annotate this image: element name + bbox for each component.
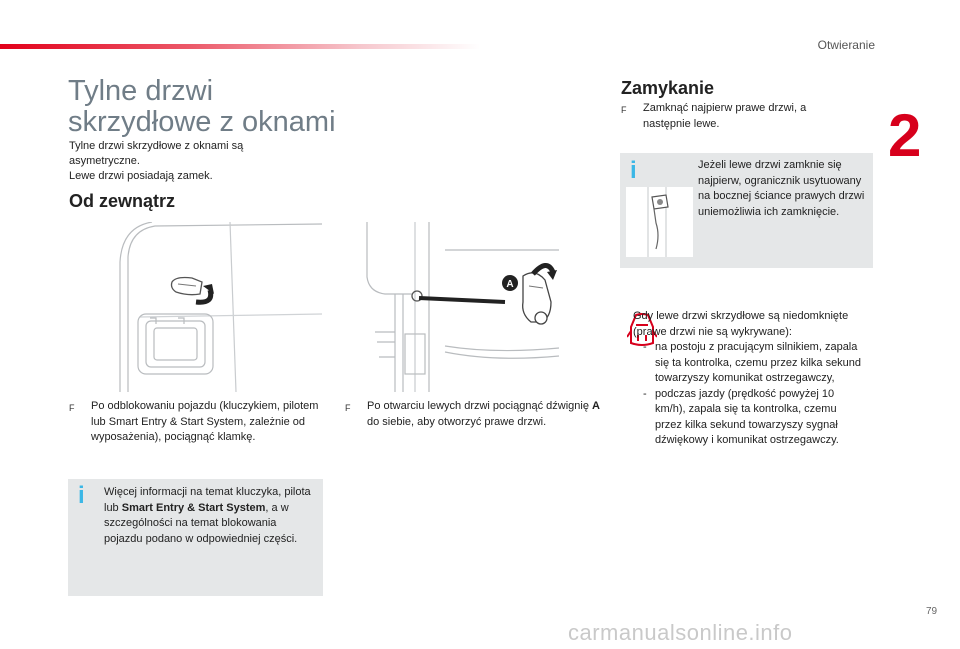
outside-step-2-text-b: do siebie, aby otworzyć prawe drzwi. bbox=[367, 415, 547, 428]
info-key-bold: Smart Entry & Start System bbox=[121, 501, 266, 514]
page-number: 79 bbox=[926, 606, 938, 617]
outside-step-2-bold: A bbox=[592, 400, 600, 412]
section-name: Otwieranie bbox=[817, 38, 875, 52]
info-key-text-a: Więcej informacji na temat kluczyka, pilota lub bbox=[104, 486, 311, 514]
closing-step-1-text: Zamknąć najpierw prawe drzwi, a następnie lewe. bbox=[643, 102, 807, 130]
lever-illustration bbox=[345, 222, 563, 392]
watermark: carmanualsonline.info bbox=[568, 620, 793, 645]
lever-a bbox=[523, 273, 551, 324]
closing-heading: Zamykanie bbox=[621, 78, 715, 98]
outside-step-1-text: Po odblokowaniu pojazdu (kluczykiem, pilotem lub Smart Entry & Start System, zależnie od wyposażenia), pociągnąć klamkę. bbox=[91, 400, 319, 443]
warning-text bbox=[633, 309, 863, 449]
lever-label: A bbox=[506, 279, 514, 290]
info-icon: i bbox=[78, 482, 85, 509]
outside-heading: Od zewnątrz bbox=[69, 191, 176, 211]
page-title-line2: skrzydłowe z oknami bbox=[68, 106, 336, 138]
door-stop-thumbnail bbox=[626, 187, 693, 257]
warning-item: - podczas jazdy (prędkość powyżej 10 km/h), zapala się ta kontrolka, czemu przez kilka sekund towarzyszy sygnał dźwiękowy i komunikat ostrzegawczy. bbox=[633, 387, 863, 449]
bullet-icon: F bbox=[69, 403, 75, 413]
intro-line1: Tylne drzwi skrzydłowe z oknami są asymetryczne. bbox=[69, 140, 244, 167]
bullet-icon: F bbox=[621, 105, 627, 115]
closing-step-1 bbox=[621, 101, 853, 132]
outside-step-1 bbox=[69, 399, 331, 446]
intro-text bbox=[69, 139, 289, 184]
warning-list bbox=[633, 340, 863, 449]
door-handle bbox=[172, 278, 203, 295]
page-title-line1: Tylne drzwi bbox=[68, 75, 214, 107]
intro-line2: Lewe drzwi posiadają zamek. bbox=[69, 170, 213, 182]
outside-step-2 bbox=[345, 399, 612, 430]
outside-step-2-text-a: Po otwarciu lewych drzwi pociągnąć dźwignię bbox=[367, 400, 592, 412]
chapter-number: 2 bbox=[888, 102, 922, 169]
info-box-closing-text: Jeżeli lewe drzwi zamknie się najpierw, ogranicznik usytuowany na bocznej ściance prawych drzwi uniemożliwia ich zamknięcie. bbox=[698, 159, 865, 218]
header-accent-bar bbox=[0, 44, 480, 49]
door-handle-illustration bbox=[110, 222, 322, 392]
lever-arrow-head-icon bbox=[547, 270, 557, 280]
info-key-text-b: , a w szczególności na temat blokowania pojazdu podano w odpowiedniej części. bbox=[104, 501, 298, 545]
info-box-key-text bbox=[104, 485, 318, 547]
warning-item: - na postoju z pracującym silnikiem, zapala się ta kontrolka, czemu przez kilka sekund towarzyszy komunikat ostrzegawczy, bbox=[633, 340, 863, 387]
page-title bbox=[68, 76, 336, 138]
info-icon: i bbox=[630, 157, 637, 184]
warning-intro: Gdy lewe drzwi skrzydłowe są niedomknięte (prawe drzwi nie są wykrywane): bbox=[633, 310, 849, 338]
bullet-icon: F bbox=[345, 403, 351, 413]
pointer-line bbox=[419, 298, 505, 302]
